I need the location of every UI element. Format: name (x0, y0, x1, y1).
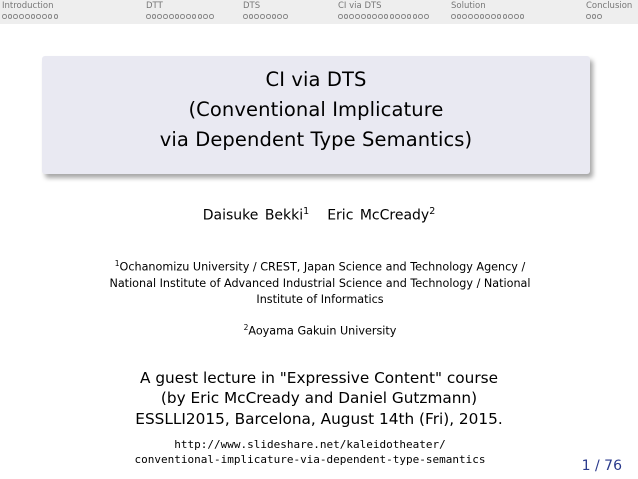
frame-dot[interactable] (48, 14, 53, 19)
slides-url-line[interactable]: http://www.slideshare.net/kaleidotheater/ (174, 438, 446, 451)
frame-dot[interactable] (508, 14, 513, 19)
nav-frame-dots[interactable] (243, 14, 289, 22)
title-line-1: CI via DTS (265, 68, 367, 91)
affiliation-text: Institute of Informatics (256, 292, 384, 306)
frame-dot[interactable] (260, 14, 265, 19)
frame-dot[interactable] (497, 14, 502, 19)
nav-frame-dots[interactable] (2, 14, 59, 22)
frame-dot[interactable] (514, 14, 519, 19)
frame-dot[interactable] (520, 14, 525, 19)
affiliation-text: National Institute of Advanced Industrial Science and Technology / National (109, 276, 531, 290)
frame-dot[interactable] (401, 14, 406, 19)
affiliation-mark: 1 (114, 259, 120, 268)
title-box (42, 56, 590, 174)
slides-url[interactable] (60, 437, 560, 467)
frame-dot[interactable] (413, 14, 418, 19)
affiliation-text: Ochanomizu University / CREST, Japan Science and Technology Agency / (119, 260, 526, 274)
affiliation-mark: 2 (429, 206, 436, 217)
frame-dot[interactable] (243, 14, 248, 19)
frame-dot[interactable] (407, 14, 412, 19)
frame-dot[interactable] (31, 14, 36, 19)
frame-dot[interactable] (424, 14, 429, 19)
frame-dot[interactable] (163, 14, 168, 19)
frame-dot[interactable] (180, 14, 185, 19)
frame-dot[interactable] (13, 14, 18, 19)
frame-dot[interactable] (25, 14, 30, 19)
slides-url-line[interactable]: conventional-implicature-via-dependent-type-semantics (134, 453, 486, 466)
author-name: Daisuke Bekki (202, 207, 304, 224)
frame-dot[interactable] (378, 14, 383, 19)
frame-dot[interactable] (186, 14, 191, 19)
nav-section-conclusion[interactable] (586, 1, 632, 12)
frame-dot[interactable] (344, 14, 349, 19)
frame-dot[interactable] (146, 14, 151, 19)
frame-dot[interactable] (367, 14, 372, 19)
frame-dot[interactable] (462, 14, 467, 19)
frame-dot[interactable] (480, 14, 485, 19)
frame-dot[interactable] (169, 14, 174, 19)
talk-line-2: (by Eric McCready and Daniel Gutzmann) (160, 389, 478, 407)
nav-section-dts[interactable] (243, 1, 260, 12)
frame-dot[interactable] (361, 14, 366, 19)
frame-dot[interactable] (249, 14, 254, 19)
title-line-3: via Dependent Type Semantics) (159, 128, 473, 151)
frame-dot[interactable] (474, 14, 479, 19)
frame-dot[interactable] (277, 14, 282, 19)
nav-section-label[interactable]: Solution (451, 1, 486, 11)
frame-dot[interactable] (36, 14, 41, 19)
frame-dot[interactable] (266, 14, 271, 19)
frame-dot[interactable] (272, 14, 277, 19)
frame-dot[interactable] (254, 14, 259, 19)
frame-dot[interactable] (8, 14, 13, 19)
nav-frame-dots[interactable] (451, 14, 526, 22)
frame-dot[interactable] (349, 14, 354, 19)
frame-dot[interactable] (54, 14, 59, 19)
frame-dot[interactable] (338, 14, 343, 19)
affiliation-text: Aoyama Gakuin University (248, 324, 397, 338)
frame-dot[interactable] (209, 14, 214, 19)
title-line-2: (Conventional Implicature (188, 98, 444, 121)
nav-section-ci-via-dts[interactable] (338, 1, 382, 12)
frame-dot[interactable] (283, 14, 288, 19)
author-name: Eric McCready (327, 207, 430, 224)
nav-frame-dots[interactable] (586, 14, 603, 22)
frame-dot[interactable] (384, 14, 389, 19)
nav-section-label[interactable]: Introduction (2, 1, 54, 11)
frame-dot[interactable] (152, 14, 157, 19)
authors-line (0, 206, 638, 224)
frame-dot[interactable] (597, 14, 602, 19)
frame-dot[interactable] (157, 14, 162, 19)
affiliation-1 (70, 256, 570, 308)
frame-dot[interactable] (457, 14, 462, 19)
nav-section-dtt[interactable] (146, 1, 163, 12)
nav-frame-dots[interactable] (338, 14, 430, 22)
frame-dot[interactable] (503, 14, 508, 19)
frame-dot[interactable] (198, 14, 203, 19)
frame-dot[interactable] (468, 14, 473, 19)
frame-dot[interactable] (355, 14, 360, 19)
nav-section-label[interactable]: CI via DTS (338, 1, 382, 11)
frame-dot[interactable] (175, 14, 180, 19)
talk-line-1: A guest lecture in "Expressive Content" course (140, 369, 498, 387)
nav-section-label[interactable]: DTS (243, 1, 261, 11)
frame-dot[interactable] (395, 14, 400, 19)
nav-section-label[interactable]: Conclusion (586, 1, 633, 11)
frame-dot[interactable] (485, 14, 490, 19)
frame-dot[interactable] (390, 14, 395, 19)
frame-dot[interactable] (586, 14, 591, 19)
frame-dot[interactable] (592, 14, 597, 19)
nav-section-solution[interactable] (451, 1, 486, 12)
affiliation-mark: 1 (303, 206, 310, 217)
nav-section-label[interactable]: DTT (146, 1, 163, 11)
affiliation-mark: 2 (243, 323, 249, 332)
nav-frame-dots[interactable] (146, 14, 215, 22)
frame-dot[interactable] (418, 14, 423, 19)
frame-dot[interactable] (2, 14, 7, 19)
page-counter: 1 / 76 (581, 458, 622, 474)
frame-dot[interactable] (451, 14, 456, 19)
frame-dot[interactable] (372, 14, 377, 19)
frame-dot[interactable] (203, 14, 208, 19)
talk-line-3: ESSLLI2015, Barcelona, August 14th (Fri), 2015. (135, 410, 503, 428)
frame-dot[interactable] (491, 14, 496, 19)
frame-dot[interactable] (19, 14, 24, 19)
frame-dot[interactable] (42, 14, 47, 19)
affiliation-2 (70, 320, 570, 340)
nav-section-introduction[interactable] (2, 1, 53, 12)
section-navigation-bar (0, 0, 638, 24)
frame-dot[interactable] (192, 14, 197, 19)
